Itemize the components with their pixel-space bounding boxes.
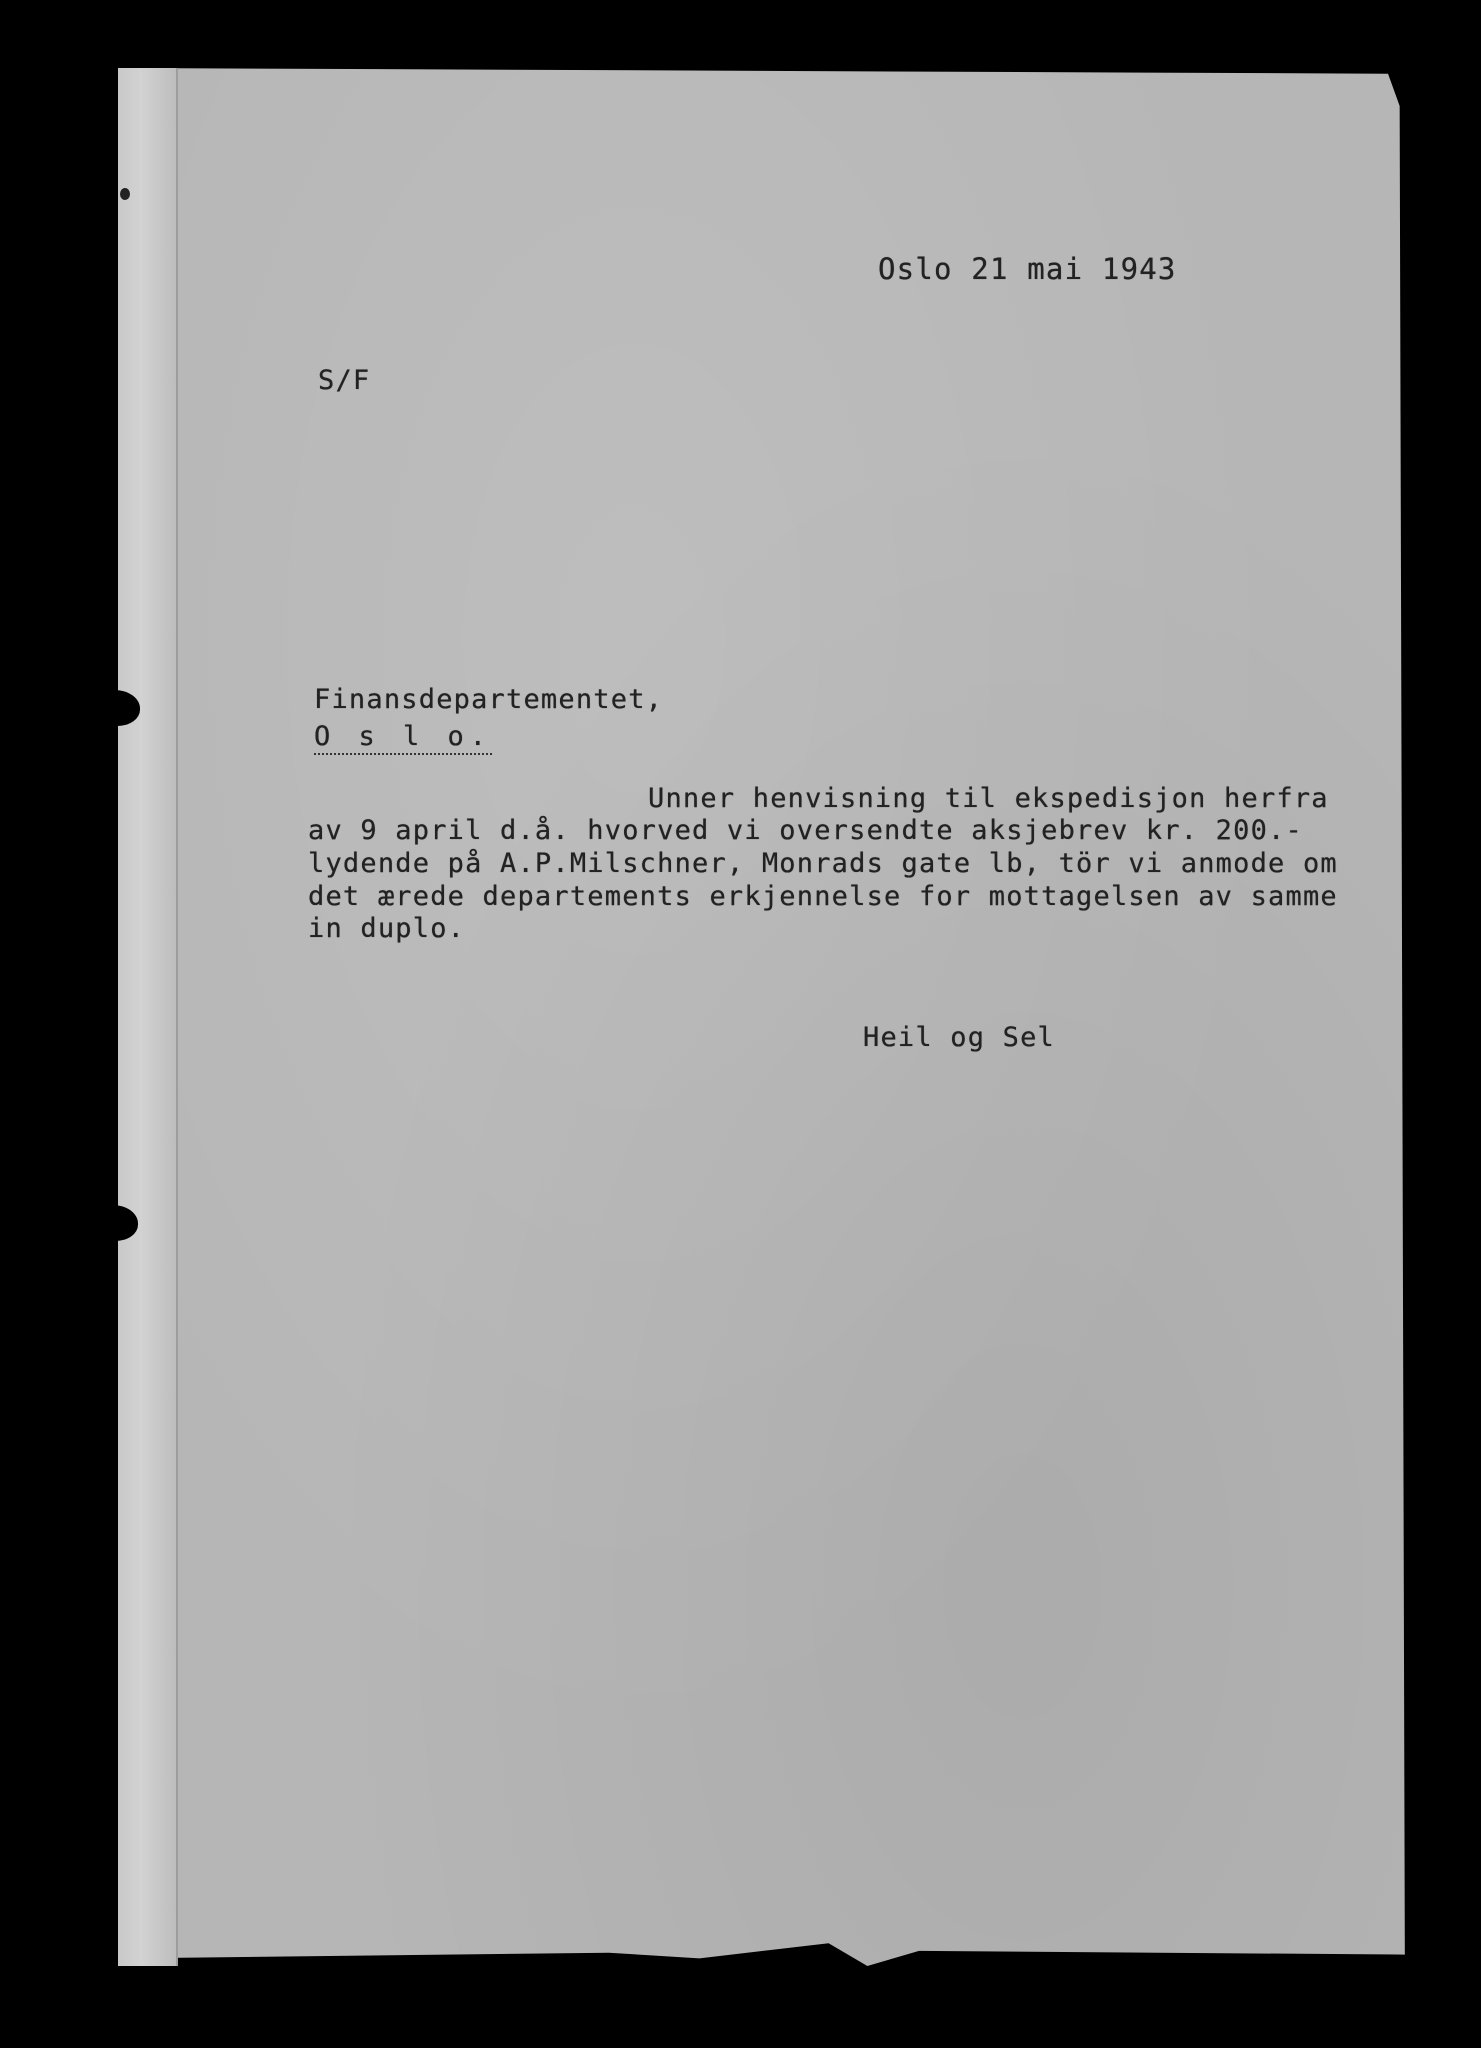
paper-sheet [118, 68, 1410, 1966]
binding-dot [120, 188, 130, 200]
body-line: det ærede departements erkjennelse for mottagelsen av samme [308, 881, 1338, 912]
reference-code: S/F [318, 365, 371, 396]
punch-hole-lower [88, 1205, 138, 1241]
letter-date: Oslo 21 mai 1943 [878, 252, 1177, 286]
body-line: in duplo. [308, 913, 466, 944]
punch-hole-upper [90, 690, 140, 726]
body-line: av 9 april d.å. hvorved vi oversendte aksjebrev kr. 200.- [308, 815, 1303, 846]
closing-salutation: Heil og Sel [863, 1022, 1056, 1053]
body-line: Unner henvisning til ekspedisjon herfra [648, 783, 1329, 814]
paper-binding-edge [118, 68, 178, 1966]
recipient-city: O s l o. [314, 721, 492, 755]
body-line: lydende på A.P.Milschner, Monrads gate lb, tör vi anmode om [308, 848, 1338, 879]
recipient-name: Finansdepartementet, [314, 684, 664, 715]
